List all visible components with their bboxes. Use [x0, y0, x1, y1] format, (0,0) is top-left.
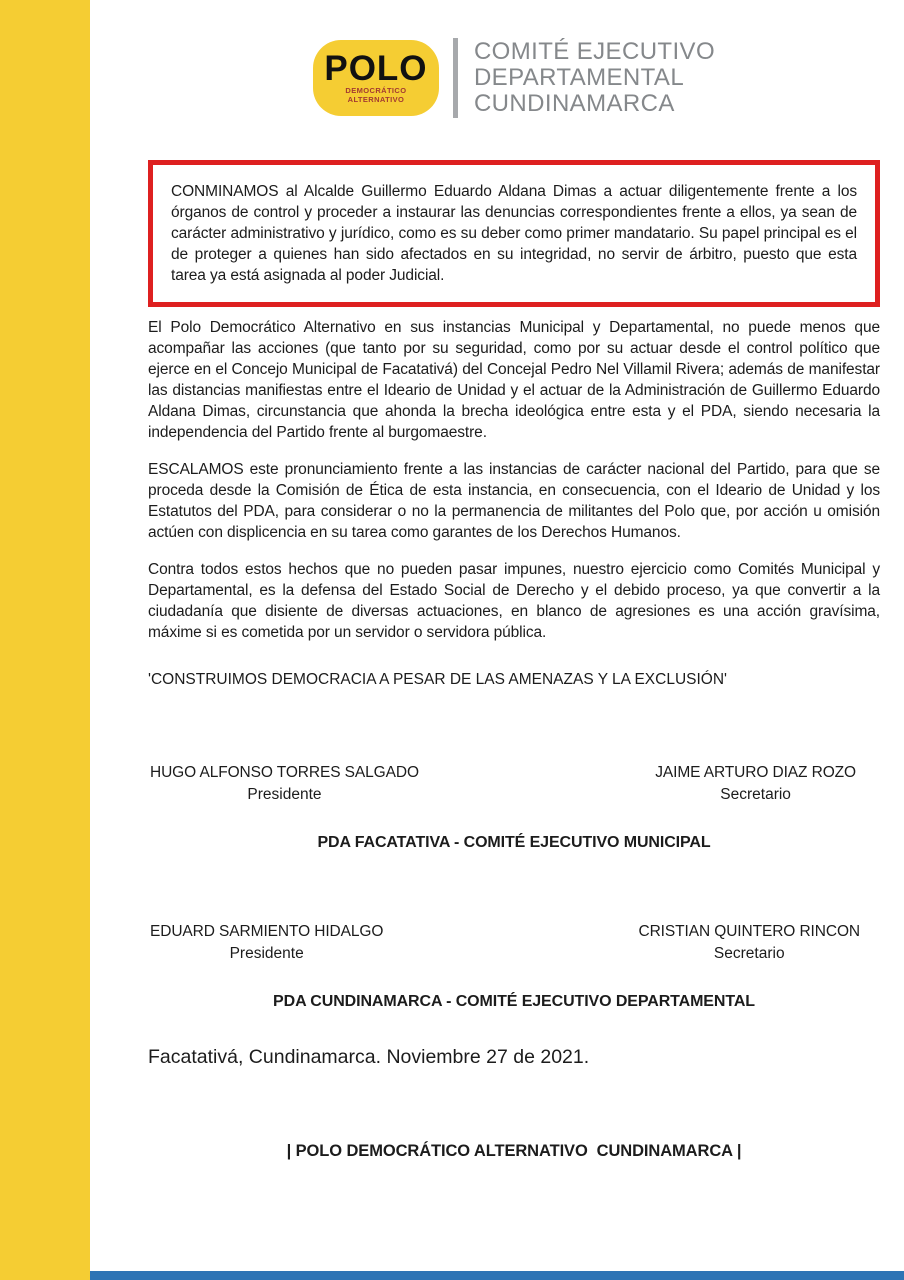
highlighted-paragraph-text: CONMINAMOS al Alcalde Guillermo Eduardo Aldana Dimas a actuar diligentemente frente a los órganos de control y proceder a instaurar las denuncias correspondientes frente a ellos, ya sean de carácter administrativo y jurídico, como es su deber como primer mandatario. Su papel principal es el de proteger a quienes han sido afectados en su integridad, no servir de árbitro, puesto que esta tarea ya está asignada al poder Judicial. [171, 183, 857, 284]
org-name-block [474, 39, 715, 117]
signature-block-municipal [148, 762, 880, 853]
dateline: Facatativá, Cundinamarca. Noviembre 27 de 2021. [148, 1046, 590, 1068]
signature-name: CRISTIAN QUINTERO RINCON [638, 923, 860, 940]
polo-logo-title: POLO [324, 49, 428, 88]
polo-logo-subtitle-line2: ALTERNATIVO [347, 95, 405, 104]
org-name-line2: DEPARTAMENTAL [473, 64, 685, 91]
blue-bottom-bar [90, 1271, 904, 1280]
signature-role: Presidente [229, 945, 304, 962]
header-divider [453, 38, 458, 118]
signature-name: JAIME ARTURO DIAZ ROZO [655, 764, 856, 781]
signature-right [655, 762, 856, 806]
signature-role: Presidente [247, 786, 322, 803]
committee-title-departamental: PDA CUNDINAMARCA - COMITÉ EJECUTIVO DEPARTAMENTAL [273, 993, 755, 1010]
signature-name: HUGO ALFONSO TORRES SALGADO [150, 764, 419, 781]
signature-role: Secretario [713, 945, 785, 962]
signature-row [148, 921, 880, 965]
yellow-side-bar [0, 0, 90, 1280]
org-name-line1: COMITÉ EJECUTIVO [473, 38, 716, 65]
signature-left [150, 921, 383, 965]
polo-logo [313, 40, 439, 116]
signature-role: Secretario [720, 786, 791, 803]
paragraph-escalamos: ESCALAMOS este pronunciamiento frente a las instancias de carácter nacional del Partido, para que se proceda desde la Comisión de Ética de esta instancia, en consecuencia, con el Ideario de Unidad y los Estatutos del PDA, para considerar o no la permanencia de militantes del Polo que, por acción u omisión actúen con displicencia en su tarea como garantes de los Derechos Humanos. [148, 461, 880, 541]
signature-row [148, 762, 880, 806]
paragraph-contra-hechos: Contra todos estos hechos que no pueden pasar impunes, nuestro ejercicio como Comités Municipal y Departamental, es la defensa del Estado Social de Derecho y el debido proceso, ya que convertir a la ciudadanía que disiente de diversas actuaciones, en blanco de agresiones es una acción gravísima, máxime si es cometida por un servidor o servidora pública. [148, 561, 880, 641]
polo-logo-subtitle-line1: DEMOCRÁTICO [345, 86, 407, 95]
document-page [148, 0, 880, 1161]
org-name-line3: CUNDINAMARCA [473, 90, 675, 117]
document-header [148, 38, 880, 118]
footer-banner: | POLO DEMOCRÁTICO ALTERNATIVO CUNDINAMARCA | [286, 1142, 742, 1160]
signature-name: EDUARD SARMIENTO HIDALGO [150, 923, 384, 940]
signature-left [150, 762, 419, 806]
highlighted-paragraph-box [148, 160, 880, 307]
paragraph-pda-position: El Polo Democrático Alternativo en sus instancias Municipal y Departamental, no puede menos que acompañar las acciones (que tanto por su seguridad, como por su actuar desde el control político que ejerce en el Concejo Municipal de Facatativá) del Concejal Pedro Nel Villamil Rivera; además de manifestar las distancias manifiestas entre el Ideario de Unidad y el actuar de la Administración de Guillermo Eduardo Aldana Dimas, circunstancia que ahonda la brecha ideológica entre esta y el PDA, siendo necesaria la independencia del Partido frente al burgomaestre. [148, 319, 880, 441]
signature-block-departamental [148, 921, 880, 1012]
signature-right [639, 921, 861, 965]
committee-title-municipal: PDA FACATATIVA - COMITÉ EJECUTIVO MUNICIPAL [317, 834, 711, 851]
slogan-quote: 'CONSTRUIMOS DEMOCRACIA A PESAR DE LAS AMENAZAS Y LA EXCLUSIÓN' [148, 671, 728, 688]
